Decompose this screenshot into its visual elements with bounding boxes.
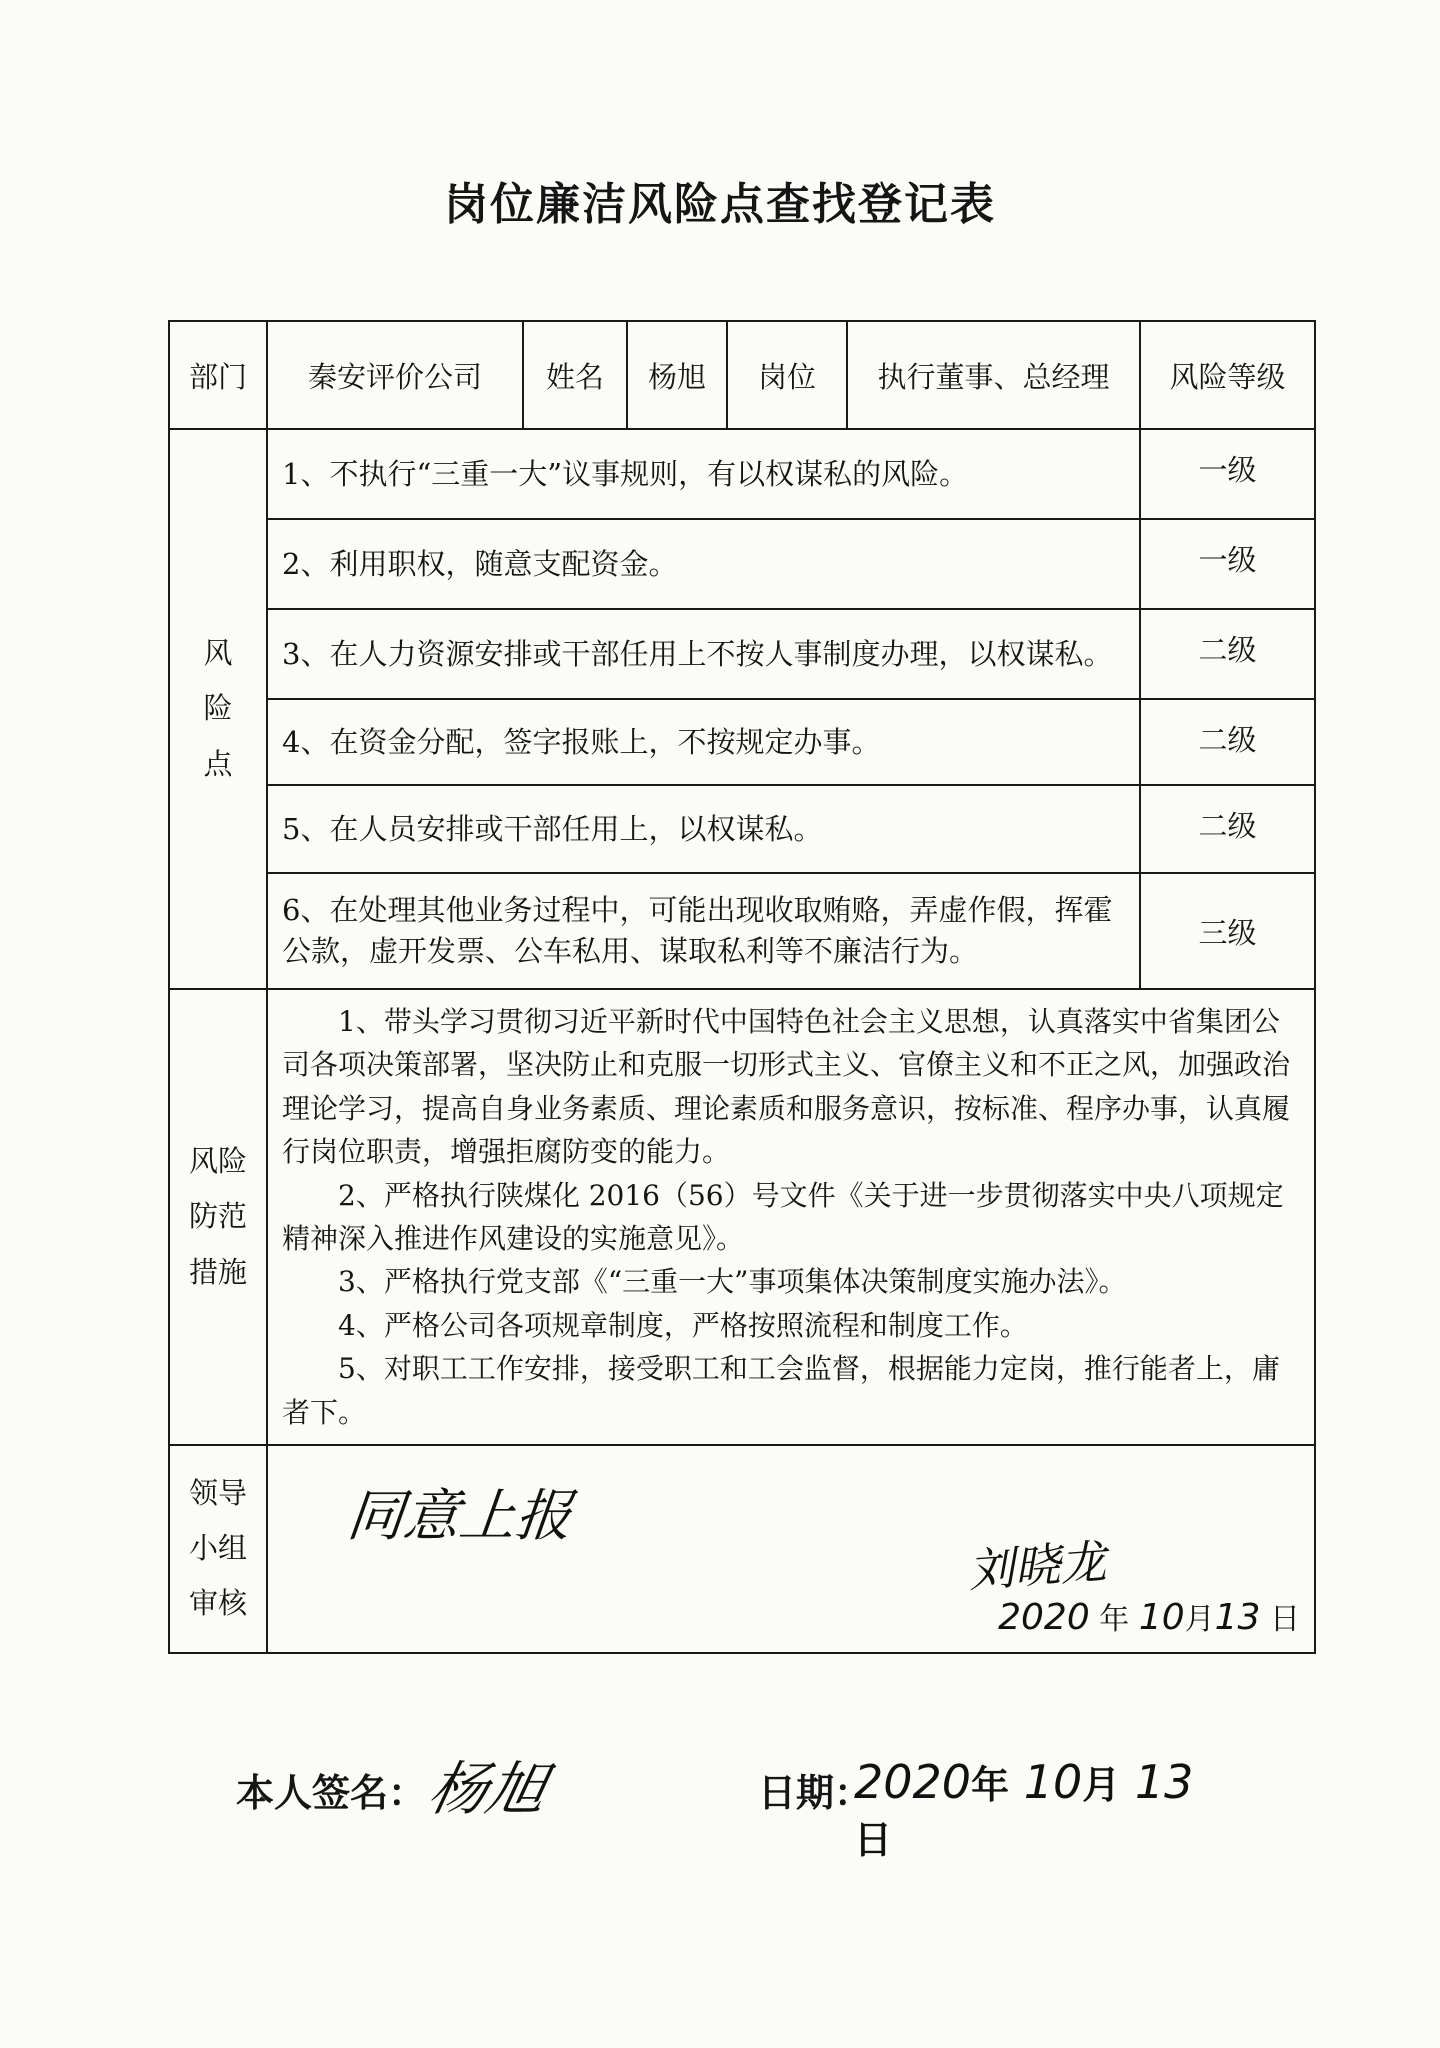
review-month-char: 月 [1184,1601,1215,1637]
name-value: 杨旭 [627,321,727,429]
risk-item-level: 二级 [1140,699,1315,785]
risk-row [169,785,1315,873]
risk-item-level: 一级 [1140,519,1315,609]
measure-item: 4、严格公司各项规章制度，严格按照流程和制度工作。 [338,1308,1028,1342]
reviewer-signature: 刘晓龙 [966,1534,1108,1598]
review-day-char: 日 [1270,1601,1300,1637]
footer-date-day: 13 [1134,1755,1194,1809]
risk-level-header: 风险等级 [1140,321,1315,429]
footer-day-char: 日 [854,1818,893,1862]
risk-item-level: 三级 [1140,873,1315,989]
risk-row [169,609,1315,699]
measures-content [267,989,1315,1445]
header-row [169,321,1315,429]
risk-item-text: 4、在资金分配，签字报账上，不按规定办事。 [267,699,1140,785]
footer-year-char: 年 [971,1763,1010,1807]
page-title: 岗位廉洁风险点查找登记表 [444,179,996,230]
review-year-char: 年 [1099,1601,1130,1637]
risk-item-level: 二级 [1140,785,1315,873]
risk-row [169,519,1315,609]
risk-section-label: 风 险 点 [169,429,267,989]
risk-row [169,873,1315,989]
risk-item-text: 2、利用职权，随意支配资金。 [267,519,1140,609]
review-row [169,1445,1315,1653]
risk-item-level: 一级 [1140,429,1315,519]
post-value: 执行董事、总经理 [847,321,1140,429]
risk-item-text: 5、在人员安排或干部任用上，以权谋私。 [267,785,1140,873]
review-content [267,1445,1315,1653]
risk-item-text: 1、不执行“三重一大”议事规则，有以权谋私的风险。 [267,429,1140,519]
name-label: 姓名 [523,321,627,429]
review-comment-handwritten: 同意上报 [344,1483,575,1549]
risk-item-level: 二级 [1140,609,1315,699]
registration-form-table [168,320,1316,1654]
review-date-year: 2020 [998,1596,1090,1638]
dept-value: 秦安评价公司 [267,321,523,429]
dept-label: 部门 [169,321,267,429]
review-date-day: 13 [1214,1596,1261,1638]
review-date [998,1594,1300,1638]
signature-label: 本人签名： [236,1771,427,1815]
date-label: 日期： [758,1771,873,1815]
measures-label: 风险 防范 措施 [169,989,267,1445]
footer-date [854,1754,1236,1864]
risk-row [169,429,1315,519]
risk-item-text: 6、在处理其他业务过程中，可能出现收取贿赂，弄虚作假，挥霍公款，虚开发票、公车私用、谋取私利等不廉洁行为。 [267,873,1140,989]
review-date-month: 10 [1138,1596,1185,1638]
personal-signature: 杨旭 [422,1755,554,1823]
measure-item: 2、严格执行陕煤化 2016（56）号文件《关于进一步贯彻落实中央八项规定精神深入推进作风建设的实施意见》。 [282,1178,1284,1255]
review-label: 领导 小组 审核 [169,1445,267,1653]
measures-row [169,989,1315,1445]
footer-month-char: 月 [1082,1763,1121,1807]
measure-item: 5、对职工工作安排，接受职工和工会监督，根据能力定岗，推行能者上，庸者下。 [282,1352,1280,1429]
risk-row [169,699,1315,785]
footer-date-month: 10 [1023,1755,1083,1809]
measure-item: 3、严格执行党支部《“三重一大”事项集体决策制度实施办法》。 [338,1265,1127,1299]
risk-item-text: 3、在人力资源安排或干部任用上不按人事制度办理，以权谋私。 [267,609,1140,699]
footer-date-year: 2020 [854,1755,972,1809]
measure-item: 1、带头学习贯彻习近平新时代中国特色社会主义思想，认真落实中省集团公司各项决策部署，坚决防止和克服一切形式主义、官僚主义和不正之风，加强政治理论学习，提高自身业务素质、理论素质和服务意识，按标准、程序办事，认真履行岗位职责，增强拒腐防变的能力。 [282,1005,1291,1169]
post-label: 岗位 [727,321,847,429]
